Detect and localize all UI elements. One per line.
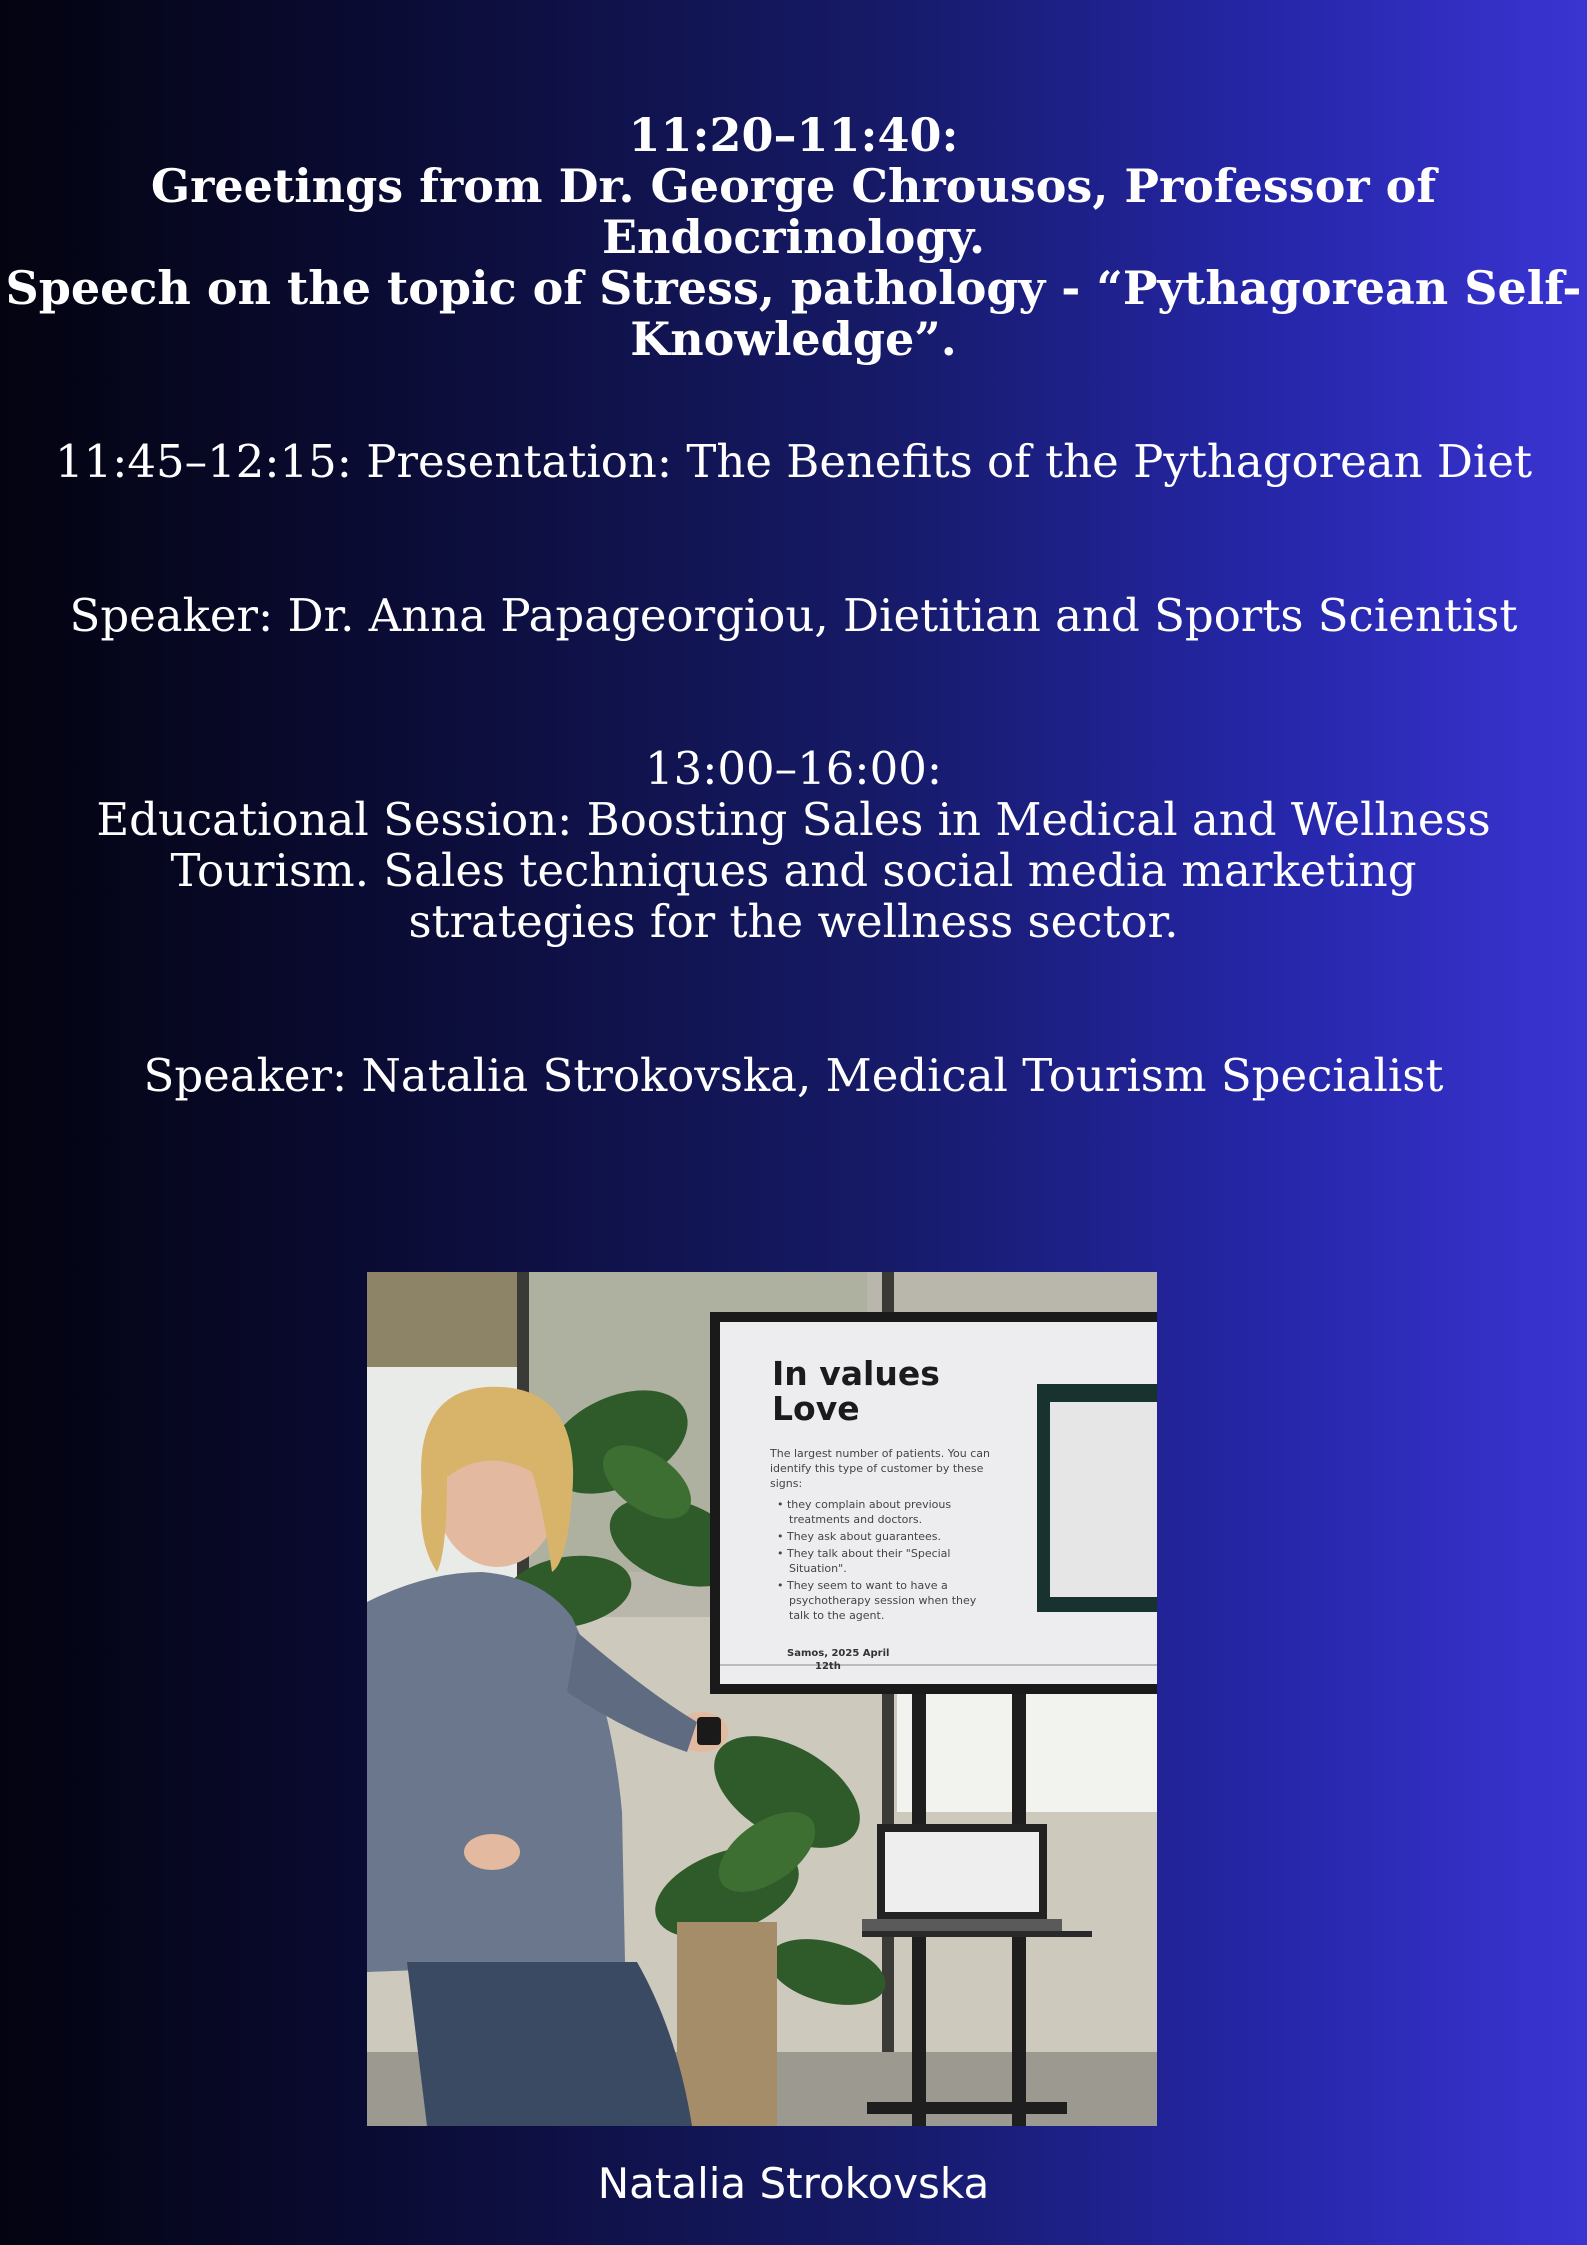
session-education-line-2: Tourism. Sales techniques and social media marketing	[170, 844, 1417, 897]
session-greetings-line-2: Speech on the topic of Stress, pathology - “Pythagorean Self-	[5, 261, 1582, 315]
slide-bullet-6: • They seem to want to have a	[777, 1579, 948, 1592]
session-education-speaker: Speaker: Natalia Strokovska, Medical Tourism Specialist	[143, 1049, 1444, 1102]
speaker-photo	[367, 1272, 1157, 2126]
session-education-time: 13:00–16:00:	[644, 742, 943, 795]
session-education	[0, 743, 1587, 947]
slide-bullet-1: • they complain about previous	[777, 1498, 952, 1511]
slide-bullet-2: treatments and doctors.	[789, 1513, 923, 1526]
slide-bullet-3: • They ask about guarantees.	[777, 1530, 942, 1543]
session-greetings-line-3: Knowledge”.	[630, 312, 957, 366]
slide-bullet-4: • They talk about their "Special	[777, 1547, 951, 1560]
session-diet-speaker: Speaker: Dr. Anna Papageorgiou, Dietitian and Sports Scientist	[69, 589, 1518, 642]
session-greetings-time: 11:20–11:40:	[628, 108, 959, 162]
slide-intro-1: The largest number of patients. You can	[770, 1447, 990, 1460]
slide-footer-1: Samos, 2025 April	[787, 1648, 890, 1659]
slide-bullet-5: Situation".	[789, 1562, 847, 1575]
slide-bullet-7: psychotherapy session when they	[789, 1594, 977, 1607]
slide-bullet-8: talk to the agent.	[789, 1609, 885, 1622]
session-greetings-line-1: Greetings from Dr. George Chrousos, Professor of Endocrinology.	[150, 159, 1437, 264]
slide-heading-line-2: Love	[772, 1389, 860, 1428]
session-education-line-3: strategies for the wellness sector.	[408, 895, 1179, 948]
session-greetings	[0, 110, 1587, 365]
photo-caption: Natalia Strokovska	[597, 2159, 990, 2208]
slide-intro-3: signs:	[770, 1477, 803, 1490]
slide-footer-2: 12th	[815, 1661, 841, 1672]
speaker-photo-illustration	[367, 1272, 1157, 2126]
slide-intro-2: identify this type of customer by these	[770, 1462, 984, 1475]
slide-heading-line-1: In values	[772, 1354, 940, 1393]
session-diet-title: 11:45–12:15: Presentation: The Benefits of the Pythagorean Diet	[54, 435, 1533, 488]
session-education-line-1: Educational Session: Boosting Sales in Medical and Wellness	[96, 793, 1491, 846]
